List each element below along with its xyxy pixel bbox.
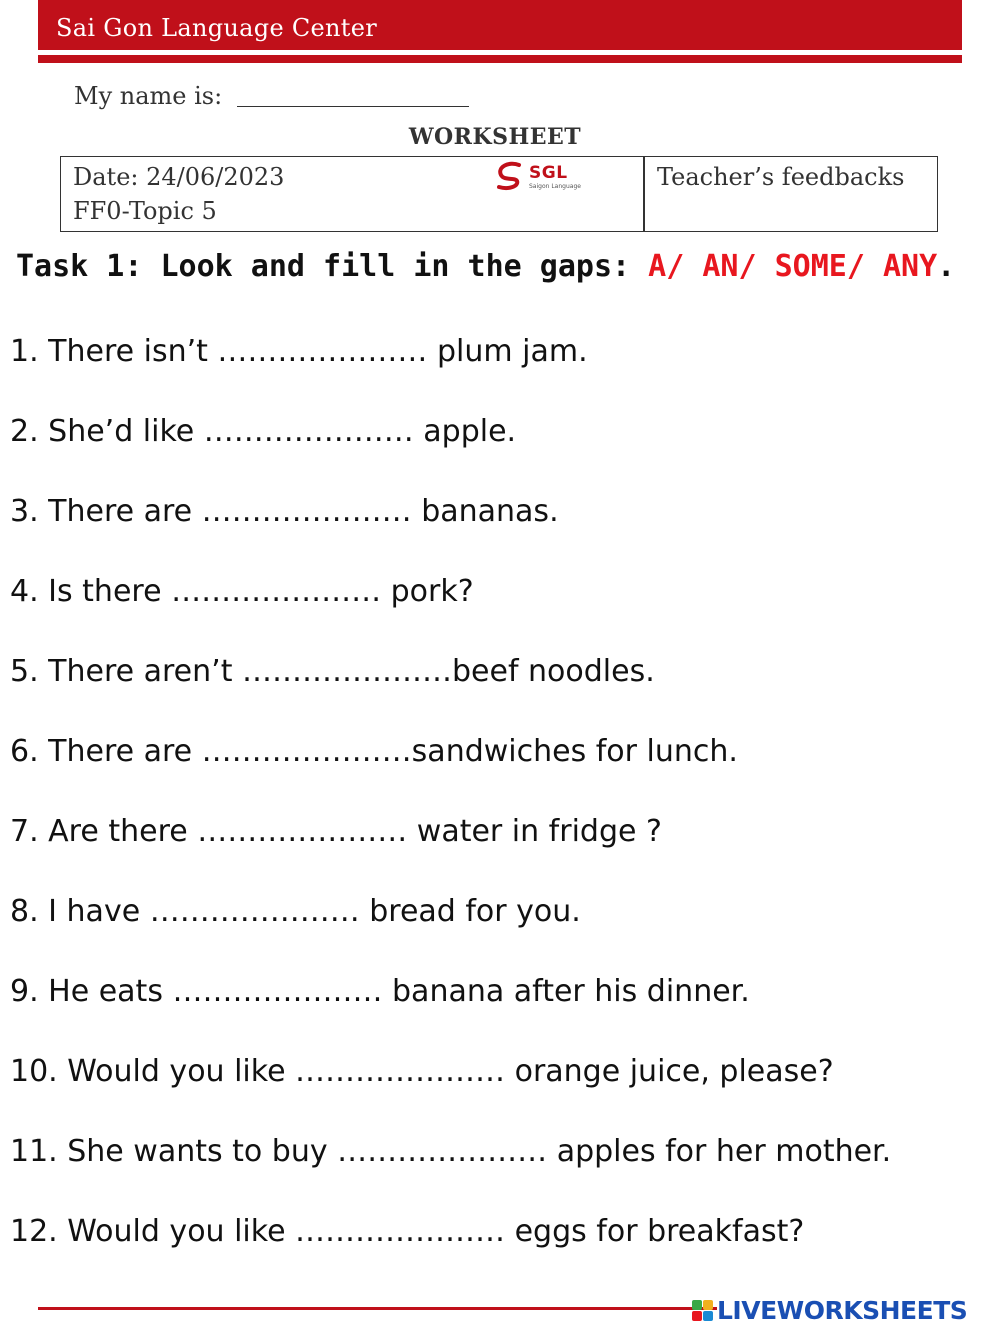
task-options: A/ AN/ SOME/ ANY — [648, 249, 938, 284]
question-11[interactable]: 11. She wants to buy ………………… apples for her mother. — [10, 1134, 892, 1169]
logo-text: SGL — [529, 163, 568, 183]
question-7[interactable]: 7. Are there ………………… water in fridge ? — [10, 814, 662, 849]
sgl-swirl-icon — [493, 159, 529, 193]
name-label: My name is: — [74, 82, 223, 110]
liveworksheets-badge-icon — [692, 1300, 713, 1321]
footer-line — [38, 1307, 698, 1310]
task-suffix: . — [937, 249, 956, 284]
question-8[interactable]: 8. I have ………………… bread for you. — [10, 894, 581, 929]
worksheet-title: WORKSHEET — [408, 124, 582, 150]
liveworksheets-brand: LIVEWORKSHEETS — [717, 1295, 968, 1325]
question-3[interactable]: 3. There are ………………… bananas. — [10, 494, 559, 529]
liveworksheets-logo — [692, 1293, 969, 1327]
sgl-logo — [493, 159, 589, 193]
question-1[interactable]: 1. There isn’t ………………… plum jam. — [10, 334, 588, 369]
logo-subtitle: Saigon Language — [529, 183, 581, 190]
task-prefix: Task 1: Look and fill in the gaps: — [16, 249, 649, 284]
task-title — [16, 249, 955, 284]
center-name: Sai Gon Language Center — [56, 14, 378, 42]
question-4[interactable]: 4. Is there ………………… pork? — [10, 574, 474, 609]
question-2[interactable]: 2. She’d like ………………… apple. — [10, 414, 517, 449]
question-10[interactable]: 10. Would you like ………………… orange juice, please? — [10, 1054, 834, 1089]
question-6[interactable]: 6. There are …………………sandwiches for lunch. — [10, 734, 738, 769]
worksheet-topic: FF0-Topic 5 — [73, 197, 217, 225]
info-box — [60, 156, 938, 232]
info-divider — [643, 157, 645, 231]
name-input-line[interactable] — [237, 106, 469, 107]
question-12[interactable]: 12. Would you like ………………… eggs for breakfast? — [10, 1214, 805, 1249]
question-5[interactable]: 5. There aren’t …………………beef noodles. — [10, 654, 655, 689]
question-9[interactable]: 9. He eats ………………… banana after his dinner. — [10, 974, 750, 1009]
worksheet-date: Date: 24/06/2023 — [73, 163, 285, 191]
teacher-feedback-label: Teacher’s feedbacks — [657, 163, 905, 191]
header-stripe — [38, 55, 962, 63]
